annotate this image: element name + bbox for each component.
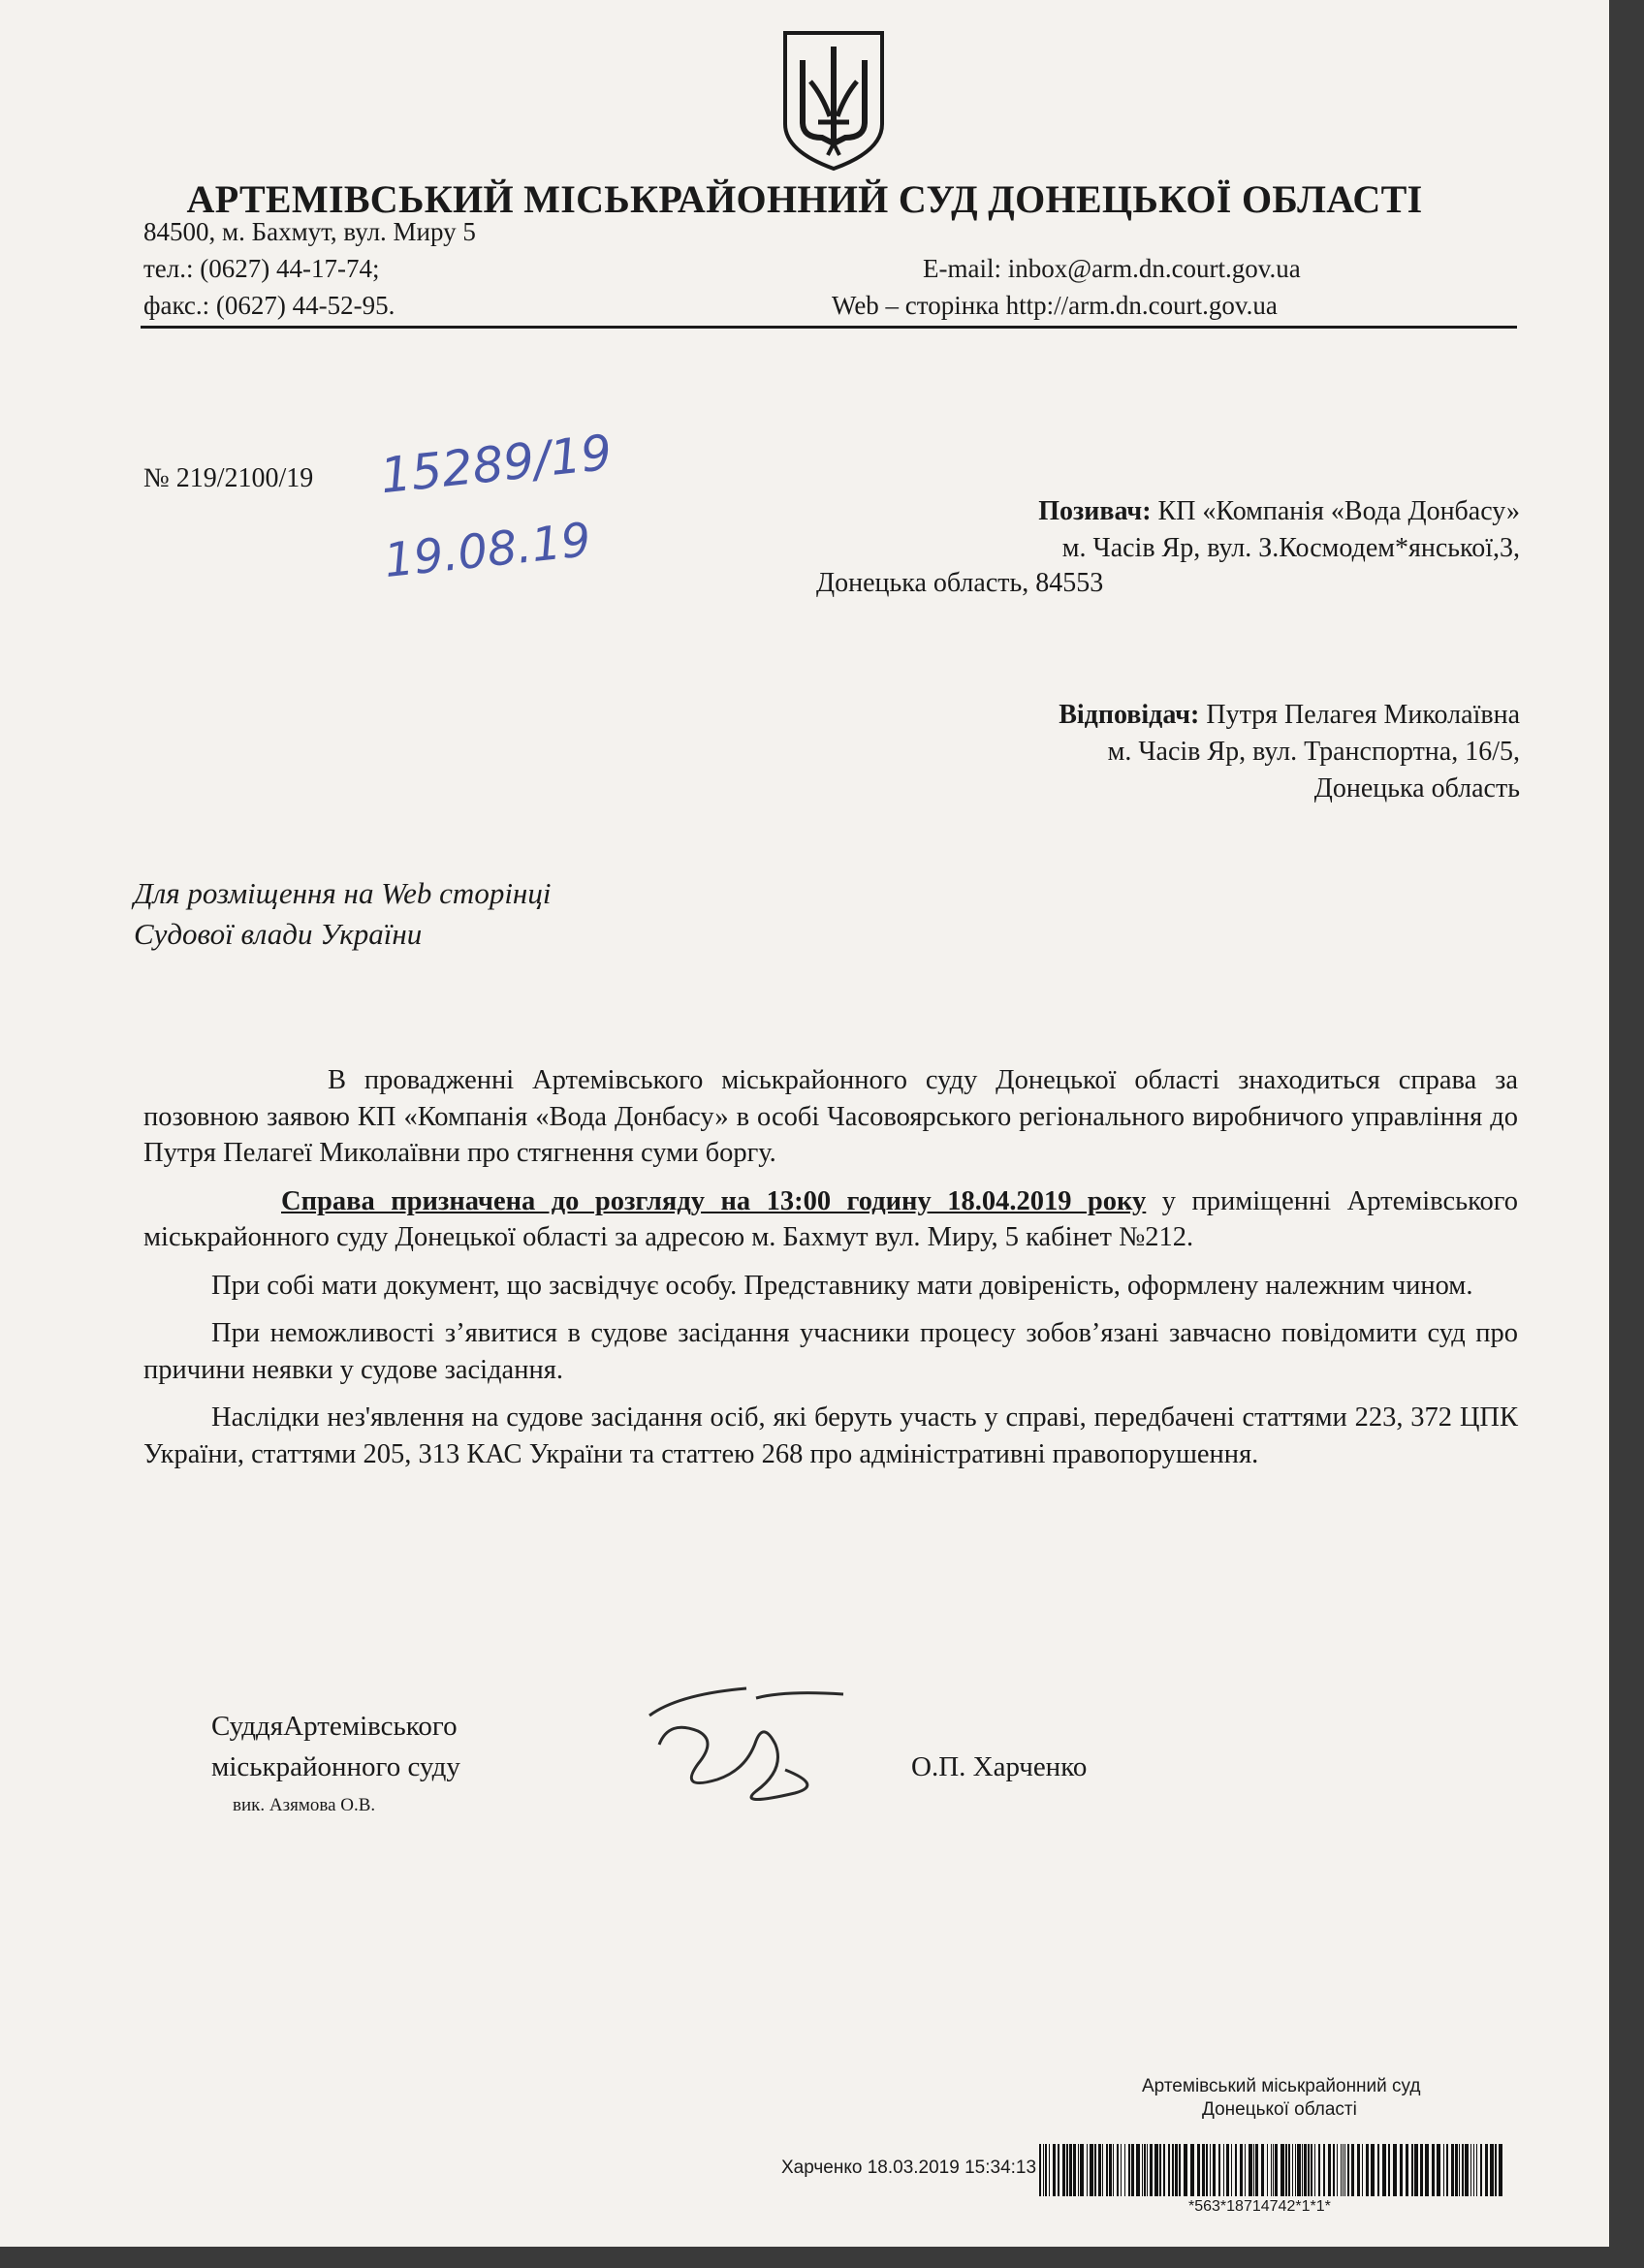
judge-role-line-1: СуддяАртемівського xyxy=(211,1711,458,1742)
body-paragraph-3: При собі мати документ, що засвідчує особу. Представнику мати довіреність, оформлену належним чином. xyxy=(211,1270,1473,1301)
defendant-name-line xyxy=(1059,700,1520,731)
court-phone: тел.: (0627) 44-17-74; xyxy=(143,254,380,283)
header-rule xyxy=(141,326,1517,329)
executor-name: вик. Азямова О.В. xyxy=(233,1795,376,1815)
body-paragraph-2 xyxy=(143,1183,1518,1256)
court-address: 84500, м. Бахмут, вул. Миру 5 xyxy=(143,217,476,246)
plaintiff-name: КП «Компанія «Вода Донбасу» xyxy=(1157,496,1520,526)
plaintiff-name-line xyxy=(1038,496,1520,527)
body-paragraph-4: При неможливості з’явитися в судове засідання учасники процесу зобов’язані завчасно повідомити суд про причини неявки у судове засідання. xyxy=(143,1318,1518,1385)
defendant-address-1: м. Часів Яр, вул. Транспортна, 16/5, xyxy=(1107,737,1520,767)
barcode xyxy=(1039,2144,1508,2196)
stamp-court-line-1: Артемівський міськрайонний суд xyxy=(1142,2076,1421,2096)
court-name: АРТЕМІВСЬКИЙ МІСЬКРАЙОННИЙ СУД ДОНЕЦЬКОЇ ОБЛАСТІ xyxy=(186,177,1423,221)
coat-of-arms-icon xyxy=(775,27,892,173)
plaintiff-address-2: Донецька область, 84553 xyxy=(816,568,1104,598)
barcode-text: *563*18714742*1*1* xyxy=(1188,2198,1331,2215)
court-fax: факс.: (0627) 44-52-95. xyxy=(143,291,395,320)
outgoing-number: № 219/2100/19 xyxy=(143,463,314,493)
handwritten-signature xyxy=(640,1677,853,1822)
web-note-line-1: Для розміщення на Web сторінці xyxy=(134,876,552,910)
stamp-court-line-2: Донецької області xyxy=(1202,2099,1357,2120)
web-note-line-2: Судової влади України xyxy=(134,917,423,951)
defendant-name: Путря Пелагея Миколаївна xyxy=(1206,700,1520,730)
judge-role-line-2: міськрайонного суду xyxy=(211,1751,460,1782)
defendant-label: Відповідач: xyxy=(1059,700,1200,730)
handwritten-date: 19.08.19 xyxy=(381,512,594,589)
plaintiff-label: Позивач: xyxy=(1038,496,1152,526)
plaintiff-address-1: м. Часів Яр, вул. З.Космодем*янської,3, xyxy=(1061,533,1520,563)
hearing-location: у приміщенні Артемівського міськрайонного суду Донецької області за адресою м. Бахмут вул. Миру, 5 кабінет №212. xyxy=(143,1185,1518,1252)
hearing-date-highlight: Справа призначена до розгляду на 13:00 годину 18.04.2019 року xyxy=(281,1185,1147,1216)
court-email: E-mail: inbox@arm.dn.court.gov.ua xyxy=(923,254,1301,283)
defendant-address-2: Донецька область xyxy=(1313,773,1520,803)
letter-body xyxy=(143,1062,1518,1484)
judge-name: О.П. Харченко xyxy=(911,1751,1088,1782)
stamp-registered: Харченко 18.03.2019 15:34:13 xyxy=(781,2158,1037,2178)
body-paragraph-5: Наслідки нез'явлення на судове засідання осіб, які беруть участь у справі, передбачені статтями 223, 372 ЦПК України, статтями 205, 313 КАС України та статтею 268 про адміністративні правопорушення. xyxy=(143,1402,1518,1469)
body-paragraph-1: В провадженні Артемівського міськрайонного суду Донецької області знаходиться справа за позовною заявою КП «Компанія «Вода Донбасу» в особі Часовоярського регіонального виробничого управління до Путря Пелагеї Миколаївни про стягнення суми боргу. xyxy=(143,1065,1518,1168)
handwritten-reg-number: 15289/19 xyxy=(377,424,615,505)
court-web: Web – сторінка http://arm.dn.court.gov.ua xyxy=(832,291,1278,320)
